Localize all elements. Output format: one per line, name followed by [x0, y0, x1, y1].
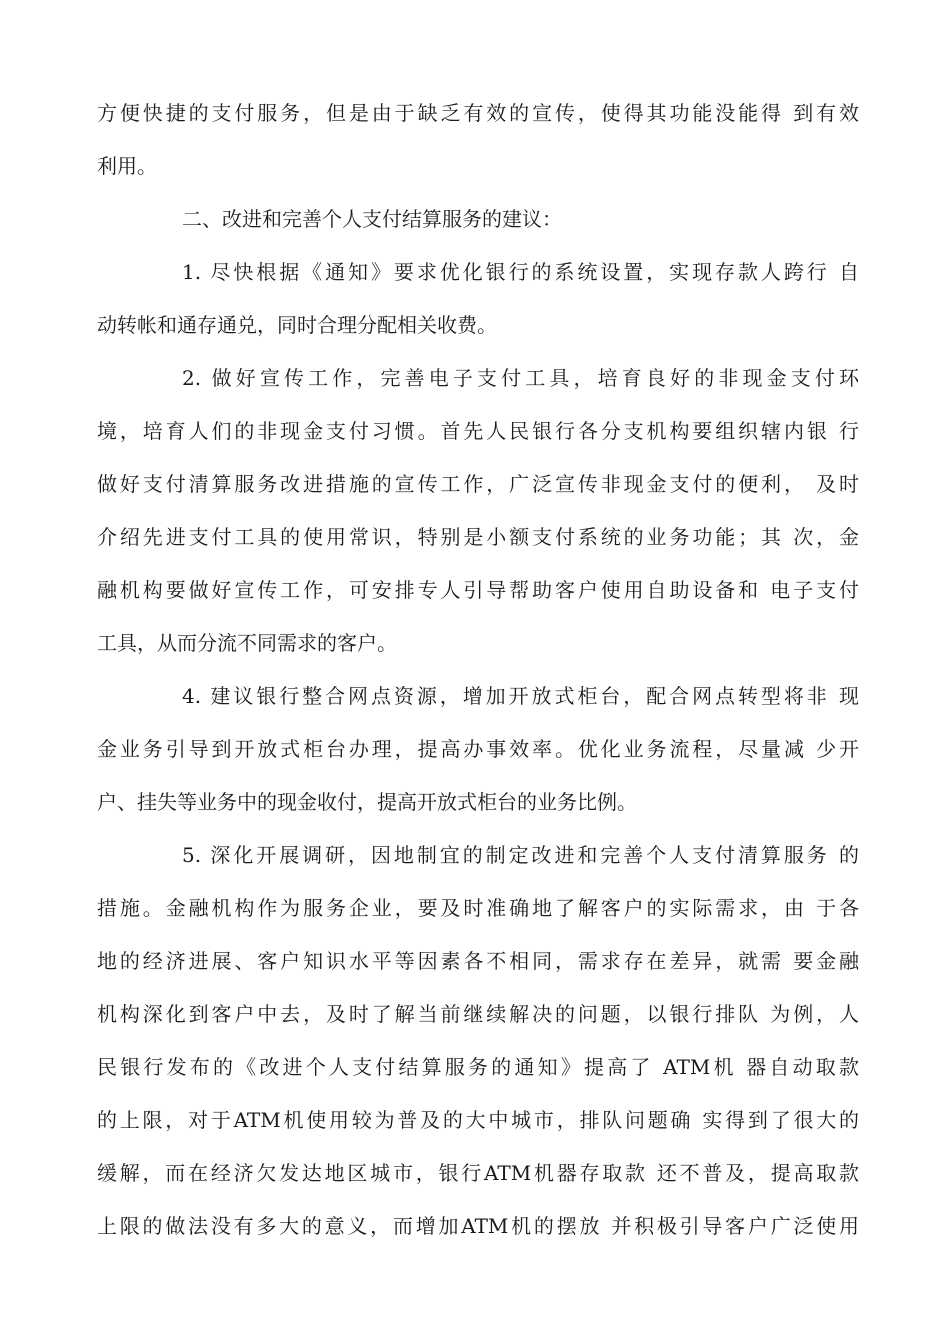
paragraph-line: 地的经济进展、客户知识水平等因素各不相同，需求存在差异，就需 要金融	[97, 949, 859, 973]
paragraph-line: 介绍先进支付工具的使用常识，特别是小额支付系统的业务功能；其 次，金	[97, 525, 859, 549]
paragraph-line: 融机构要做好宣传工作，可安排专人引导帮助客户使用自助设备和 电子支付	[97, 578, 859, 602]
paragraph-line: 境，培育人们的非现金支付习惯。首先人民银行各分支机构要组织辖内银 行	[97, 419, 859, 443]
paragraph-line: 上限的做法没有多大的意义，而增加ATM机的摆放 并积极引导客户广泛使用	[97, 1214, 859, 1238]
paragraph-line: 利用。	[97, 154, 157, 178]
paragraph-line: 的上限，对于ATM机使用较为普及的大中城市，排队问题确 实得到了很大的	[97, 1108, 859, 1132]
paragraph-line: 动转帐和通存通兑，同时合理分配相关收费。	[97, 313, 497, 337]
paragraph-line: 措施。金融机构作为服务企业，要及时准确地了解客户的实际需求，由 于各	[97, 896, 859, 920]
paragraph-line: 民银行发布的《改进个人支付结算服务的通知》提高了 ATM机 器自动取款	[97, 1055, 859, 1079]
paragraph-line: 做好支付清算服务改进措施的宣传工作，广泛宣传非现金支付的便利， 及时	[97, 472, 859, 496]
paragraph-line: 2. 做好宣传工作，完善电子支付工具，培育良好的非现金支付环	[182, 366, 859, 390]
paragraph-line: 户、挂失等业务中的现金收付，提高开放式柜台的业务比例。	[97, 790, 637, 814]
paragraph-line: 机构深化到客户中去，及时了解当前继续解决的问题，以银行排队 为例，人	[97, 1002, 859, 1026]
paragraph-line: 工具，从而分流不同需求的客户。	[97, 631, 397, 655]
paragraph-line: 金业务引导到开放式柜台办理，提高办事效率。优化业务流程，尽量减 少开	[97, 737, 859, 761]
paragraph-line: 1. 尽快根据《通知》要求优化银行的系统设置，实现存款人跨行 自	[182, 260, 859, 284]
paragraph-line: 方便快捷的支付服务，但是由于缺乏有效的宣传，使得其功能没能得 到有效	[97, 101, 859, 125]
paragraph-line: 4. 建议银行整合网点资源，增加开放式柜台，配合网点转型将非 现	[182, 684, 859, 708]
paragraph-line: 5. 深化开展调研，因地制宜的制定改进和完善个人支付清算服务 的	[182, 843, 859, 867]
paragraph-line: 缓解，而在经济欠发达地区城市，银行ATM机器存取款 还不普及，提高取款	[97, 1161, 859, 1185]
section-heading: 二、改进和完善个人支付结算服务的建议：	[182, 207, 562, 231]
